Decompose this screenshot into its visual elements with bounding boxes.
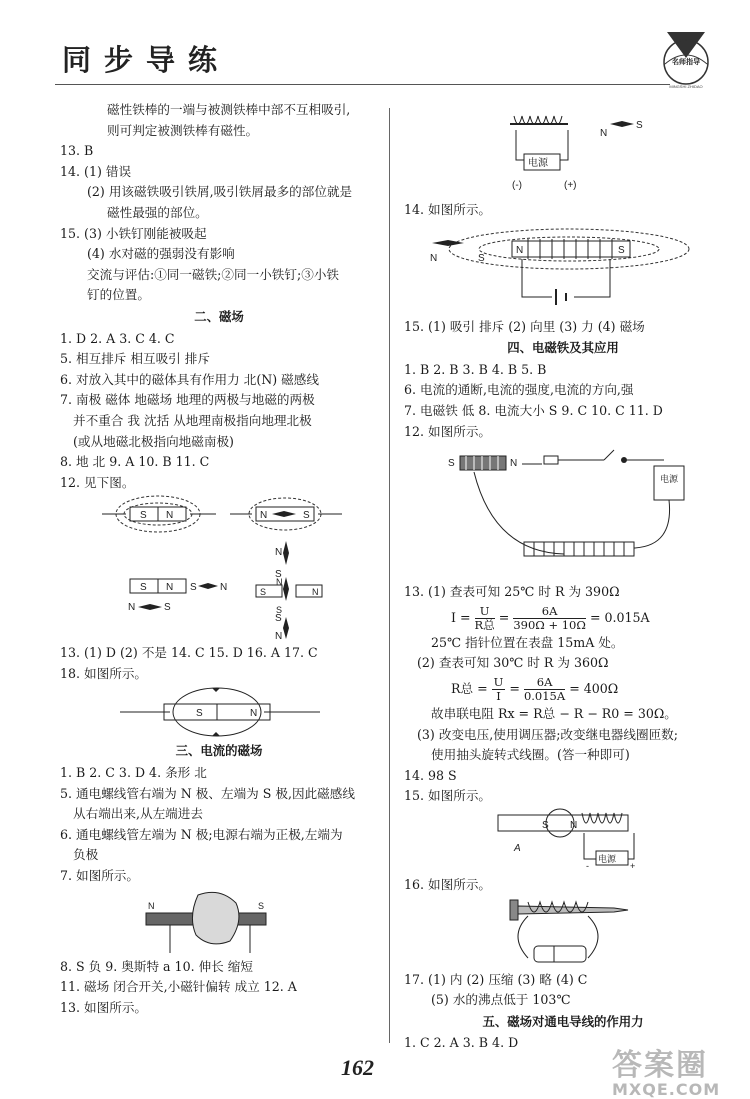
label-s: S [260, 587, 267, 598]
label-n: N [275, 631, 283, 643]
answer-line: 1. D 2. A 3. C 4. C [60, 330, 175, 346]
answer-line: 5. 通电螺线管右端为 N 极、左端为 S 极,因此磁感线 [60, 785, 355, 801]
left-block-1 [60, 100, 378, 493]
answer-line: 1. C 2. A 3. B 4. D [404, 1035, 519, 1051]
label-s: S [140, 582, 147, 594]
label-s: S [164, 602, 171, 614]
answer-line: 6. 电流的通断,电流的强度,电流的方向,强 [404, 382, 634, 398]
answer-line: 17. (1) 内 (2) 压缩 (3) 略 (4) C [404, 971, 588, 987]
label-n: N [260, 510, 268, 522]
label-n: N [600, 128, 608, 139]
answer-line: 从右端出来,从左端进去 [73, 806, 203, 822]
answer-line: (3) 改变电压,使用调压器;改变继电器线圈匝数; [417, 726, 679, 742]
page-number: 162 [341, 1055, 374, 1080]
label-s: S [478, 252, 485, 264]
label-a: A [514, 842, 521, 854]
relay-power-label: 电源 [660, 474, 679, 485]
left-column [60, 100, 378, 1018]
watermark [612, 1040, 720, 1099]
answer-line: 使用抽头旋转式线圈。(答一种即可) [431, 747, 630, 763]
logo-sub-text: MINGSHI ZHIDAO [669, 84, 703, 89]
right-column [404, 100, 722, 1054]
answer-line: 交流与评估:①同一磁铁;②同一小铁钉;③小铁 [87, 266, 340, 282]
answer-line: 11. 磁场 闭合开关,小磁针偏转 成立 12. A [60, 979, 297, 995]
label-n: N [430, 252, 438, 264]
power-label: 电源 [528, 158, 548, 169]
label-n: N [250, 708, 258, 720]
figure-solenoid-q13 [404, 100, 722, 200]
right-block-1 [404, 200, 722, 221]
answer-line: 磁性最强的部位。 [107, 204, 208, 220]
answer-line: 钉的位置。 [87, 287, 150, 303]
label-s: S [618, 244, 625, 256]
calc-resistance: R总 = $\frac{U}{I}$ = $\frac{6A}{0.015A}$ = 400Ω [451, 674, 619, 703]
answer-line: 并不重合 我 沈括 从地理南极指向地理北极 [73, 412, 312, 428]
answer-line: 13. (1) D (2) 不是 14. C 15. D 16. A 17. C [60, 645, 318, 661]
label-s: S [190, 582, 197, 594]
label-n: N [312, 587, 319, 598]
figure-solenoid-q14 [404, 221, 722, 317]
label-s: S [542, 819, 549, 831]
section-heading: 三、电流的磁场 [175, 743, 263, 759]
figure-magnets-q12 [60, 493, 378, 643]
label-n: N [275, 547, 283, 559]
answer-line: 故串联电阻 Rx = R总 − R − R0 = 30Ω。 [431, 705, 677, 721]
answer-line: 8. 地 北 9. A 10. B 11. C [60, 454, 210, 470]
answer-line: 磁性铁棒的一端与被测铁棒中部不互相吸引, [107, 102, 351, 117]
minus-label: (-) [512, 180, 522, 191]
figure-solenoid-q15 [404, 807, 722, 875]
watermark-sub: MXQE.COM [612, 1080, 721, 1099]
label-n: N [570, 819, 578, 831]
label-s: S [636, 120, 643, 131]
label-s: S [196, 708, 203, 720]
label-n: N [510, 458, 518, 470]
answer-line: (2) 查表可知 30℃ 时 R 为 360Ω [417, 655, 609, 671]
answer-line: 14. 如图所示。 [404, 202, 492, 217]
label-n: N [276, 577, 283, 588]
minus-sign: - [586, 860, 589, 871]
answer-line: 25℃ 指针位置在表盘 15mA 处。 [431, 634, 624, 650]
answer-line: 14. (1) 错误 [60, 163, 132, 179]
right-block-5 [404, 704, 722, 807]
header-rule [55, 84, 670, 85]
left-block-4 [60, 957, 378, 1019]
label-n: N [148, 900, 155, 911]
calc-current: I = $\frac{U}{\text{R总}}$ = $\frac{6A}{390\Omega + 10\Omega}$ = 0.015A [451, 603, 650, 632]
answer-line: 15. (1) 吸引 排斥 (2) 向里 (3) 力 (4) 磁场 [404, 318, 645, 334]
answer-line: 16. 如图所示。 [404, 876, 492, 892]
figure-nail-coil-q16 [404, 896, 722, 970]
answer-line: (5) 水的沸点低于 103℃ [431, 992, 571, 1008]
logo-text: 名师指导 [672, 58, 700, 66]
label-n: N [516, 244, 524, 256]
answer-line: 7. 如图所示。 [60, 868, 139, 884]
right-block-4 [404, 633, 722, 674]
plus-sign: + [630, 860, 636, 871]
answer-line: 13. B [60, 143, 94, 159]
answer-line: 1. B 2. C 3. D 4. 条形 北 [60, 765, 207, 781]
label-s: S [140, 510, 147, 522]
logo-badge-icon [655, 28, 717, 90]
section-heading: 四、电磁铁及其应用 [507, 340, 619, 356]
answer-line: 12. 如图所示。 [404, 423, 492, 439]
answer-line: 13. (1) 查表可知 25℃ 时 R 为 390Ω [404, 584, 620, 600]
left-block-3 [60, 741, 378, 886]
answer-line: 12. 见下图。 [60, 474, 135, 490]
answer-line: (2) 用该磁铁吸引铁屑,吸引铁屑最多的部位就是 [87, 184, 353, 200]
label-s: S [275, 569, 282, 581]
answer-line: 18. 如图所示。 [60, 665, 148, 681]
label-s: S [275, 613, 282, 625]
figure-hand-coil-q7 [60, 887, 378, 957]
section-heading: 五、磁场对通电导线的作用力 [482, 1013, 644, 1029]
answer-line: (或从地磁北极指向地磁南极) [73, 433, 234, 449]
label-n: N [220, 582, 228, 594]
right-block-6 [404, 875, 722, 896]
figure-magnet-q18 [60, 684, 378, 740]
answer-line: 负极 [73, 847, 99, 863]
column-divider [389, 108, 390, 1043]
answer-line: 7. 电磁铁 低 8. 电流大小 S 9. C 10. C 11. D [404, 402, 663, 418]
answer-line: 则可判定被测铁棒有磁性。 [107, 122, 259, 138]
left-block-2 [60, 643, 378, 684]
answer-line: 13. 如图所示。 [60, 999, 148, 1015]
plus-label: (+) [564, 180, 577, 191]
watermark-text: 答案圈 [612, 1048, 708, 1083]
answer-line: 15. 如图所示。 [404, 788, 492, 804]
answer-line: 7. 南极 磁体 地磁场 地理的两极与地磁的两极 [60, 392, 315, 408]
label-n: N [166, 582, 174, 594]
right-block-3 [404, 582, 722, 603]
power-label: 电源 [598, 853, 617, 864]
section-heading: 二、磁场 [194, 308, 244, 324]
figure-relay-q12 [404, 442, 722, 582]
answer-line: 1. B 2. B 3. B 4. B 5. B [404, 361, 547, 377]
label-s: S [303, 510, 310, 522]
label-n: N [166, 510, 174, 522]
answer-line: 14. 98 S [404, 767, 457, 783]
header-title: 同步导练 [62, 43, 231, 77]
answer-line: 5. 相互排斥 相互吸引 排斥 [60, 351, 210, 367]
answer-line: (4) 水对磁的强弱没有影响 [87, 246, 235, 262]
label-s: S [276, 605, 283, 616]
answer-line: 15. (3) 小铁钉刚能被吸起 [60, 225, 207, 241]
label-s: S [258, 900, 265, 911]
right-block-2 [404, 317, 722, 443]
answer-line: 8. S 负 9. 奥斯特 a 10. 伸长 缩短 [60, 958, 253, 974]
label-s: S [448, 458, 455, 470]
answer-line: 6. 对放入其中的磁体具有作用力 北(N) 磁感线 [60, 371, 319, 387]
answer-line: 6. 通电螺线管左端为 N 极;电源右端为正极,左端为 [60, 826, 343, 842]
page-header [0, 0, 750, 100]
label-n: N [128, 602, 136, 614]
